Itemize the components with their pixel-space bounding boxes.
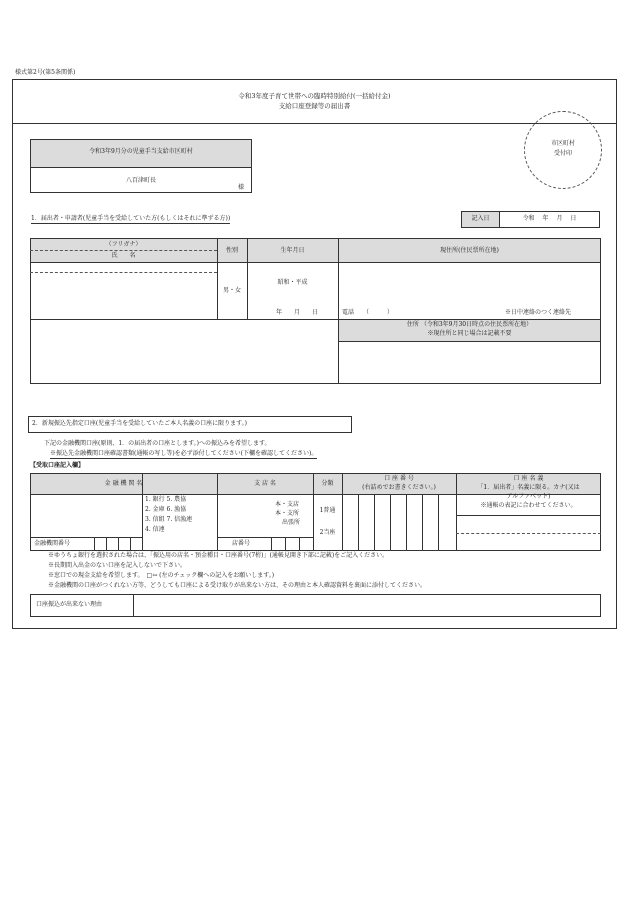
col-type-header: 分類 (321, 480, 334, 487)
name-label: 氏 名 (111, 252, 136, 259)
reason-label: 口座振込が出来ない理由 (36, 601, 103, 608)
bank-name-input[interactable] (31, 495, 141, 536)
stamp-label-reception: 受付印 (553, 150, 572, 157)
branch-code-label: 店番号 (232, 540, 251, 547)
col-number-subheader: (右詰めでお書きください。) (362, 484, 436, 491)
birth-header: 生年月日 (280, 247, 305, 254)
gender-value[interactable]: 男・女 (222, 287, 241, 294)
note-cash-option[interactable]: ※窓口での現金支給を希望します。 □⇦ (左のチェック欄への記入をお願いします。) (48, 572, 275, 579)
section2-desc1: 下記の金融機関口座(原則、1．の届出者の口座とします。)への振込みを希望します。 (44, 440, 271, 447)
furigana-label: （フリガナ） (105, 241, 142, 248)
holder-note-1: 「1．届出者」名義に限る。カナ(又は (477, 484, 580, 491)
note-yucho: ※ゆうちょ銀行を選択された場合は、「振込用の店名・預金種目・口座番号(7桁)」(通帳見開き下部に記載)をご記入ください。 (48, 552, 389, 559)
form-number: 様式第2号(第5条関係) (15, 69, 76, 76)
gender-header: 性別 (225, 247, 238, 254)
name-input[interactable] (31, 263, 216, 318)
phone-note: ※日中連絡のつく連絡先 (505, 309, 572, 316)
branch-type-option[interactable]: 本・支所 (275, 510, 300, 517)
holder-note-3: ※通帳の表記に合わせてください。 (480, 502, 577, 509)
date-label: 記入日 (471, 215, 490, 222)
address-header: 現住所(住民票所在地) (440, 247, 499, 254)
account-type-option[interactable]: 1普通 (319, 507, 336, 514)
account-table-title: 【受取口座記入欄】 (30, 462, 85, 469)
past-address-label: 住所 （令和3年9月30日時点の住民票所在地） (406, 321, 533, 328)
bank-type-option[interactable]: 4. 信連 (145, 526, 165, 533)
stamp-label-municipality: 市区町村 (550, 140, 575, 147)
date-value: 令和 年 月 日 (522, 215, 577, 222)
reason-input[interactable] (134, 595, 600, 616)
title-divider (12, 123, 617, 124)
section2-title: 2．新規振込先指定口座(児童手当を受給していたご本人名義の口座に限ります。) (32, 420, 248, 427)
addressee-honorific: 様 (238, 184, 245, 191)
bank-code-label: 金融機関番号 (34, 540, 71, 547)
form-title-line2: 支給口座登録等の届出書 (278, 102, 351, 110)
note-inactive-account: ※長期間入出金のない口座を記入しないで下さい。 (48, 562, 187, 569)
birth-date-fields[interactable]: 年 月 日 (276, 309, 319, 316)
address-input[interactable] (339, 263, 600, 307)
past-address-input[interactable] (339, 342, 600, 383)
addressee-header: 令和3年9月分の児童手当支給市区町村 (89, 148, 193, 155)
bank-type-option[interactable]: 2. 金庫 6. 漁協 (145, 506, 187, 513)
bank-type-option[interactable]: 3. 信組 7. 信漁連 (145, 516, 193, 523)
phone-field[interactable]: 電話 （ ） (342, 309, 394, 316)
birth-era[interactable]: 昭和・平成 (277, 279, 308, 286)
note-no-account: ※金融機関の口座がつくれない方等、どうしても口座による受け取りが出来ない方は、その理由と本人確認資料を裏面に添付してください。 (48, 582, 427, 589)
col-bank-header: 金 融 機 関 名 (104, 480, 143, 487)
account-type-option[interactable]: 2当座 (319, 529, 336, 536)
addressee-name: 八百津町長 (125, 177, 156, 184)
section1-title: 1．届出者・申請者(児童手当を受給していた方(もしくはそれに準ずる方)) (31, 215, 231, 222)
branch-type-option[interactable]: 出張所 (282, 519, 301, 526)
holder-note-2: アルファベット) (506, 493, 551, 500)
form-title-line1: 令和3年度子育て世帯への臨時特別給付(一括給付金) (238, 92, 391, 100)
col-holder-header: 口 座 名 義 (513, 475, 544, 482)
past-address-note: ※現住所と同じ場合は記載不要 (427, 330, 512, 337)
section2-desc2: ※振込先金融機関口座確認書類(通帳の写し等)を必ず添付してください(下欄を確認してください)。 (50, 450, 318, 457)
col-number-header: 口 座 番 号 (384, 475, 414, 482)
col-branch-header: 支 店 名 (254, 480, 276, 487)
branch-type-option[interactable]: 本・支店 (275, 501, 300, 508)
bank-type-option[interactable]: 1. 銀行 5. 農協 (145, 496, 187, 503)
